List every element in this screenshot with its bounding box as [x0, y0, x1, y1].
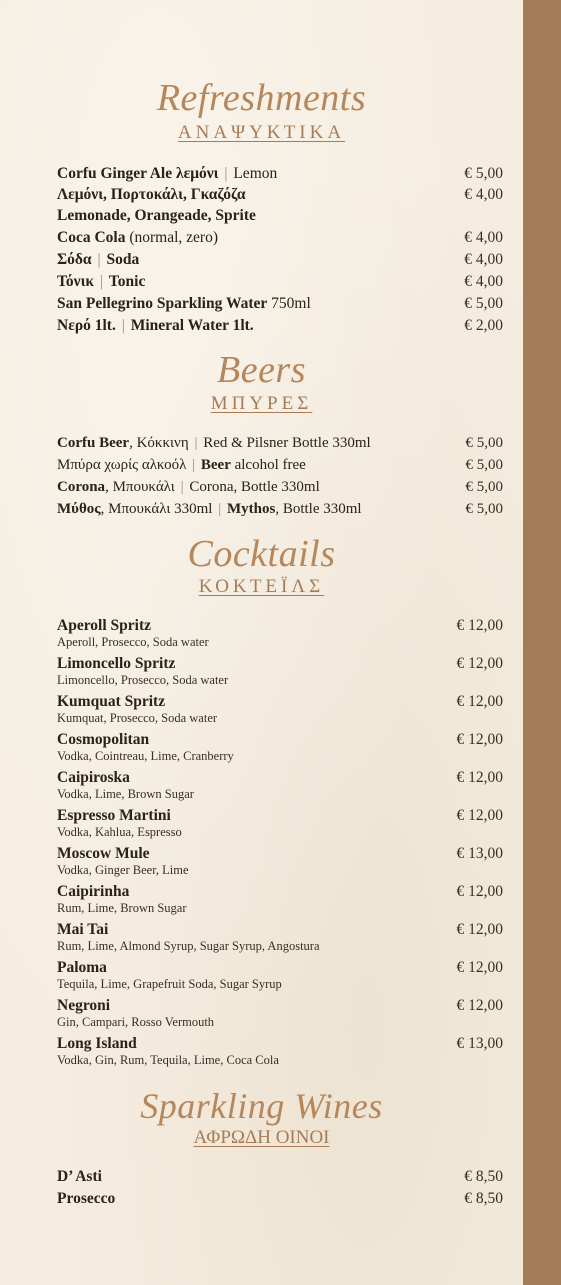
cocktail-item [57, 958, 503, 978]
cocktail-ingredients: Gin, Campari, Rosso Vermouth [57, 1015, 215, 1029]
cocktail-name: Paloma [57, 959, 107, 976]
cocktail-price: € 12,00 [456, 655, 503, 672]
cocktail-ingredients: Limoncello, Prosecco, Soda water [57, 673, 229, 687]
cocktail-item [57, 882, 503, 902]
cocktail-item [57, 996, 503, 1016]
list-item: Μύθος, Μπουκάλι 330ml | Mythos, Bottle 330ml € 5,00 [57, 501, 503, 517]
cocktail-name: Cosmopolitan [57, 731, 150, 748]
cocktail-name: Aperoll Spritz [57, 617, 151, 634]
cocktail-price: € 12,00 [456, 921, 503, 938]
cocktail-name: Moscow Mule [57, 845, 150, 862]
list-item: San Pellegrino Sparkling Water 750ml € 5,00 [57, 295, 503, 312]
list-item: Prosecco € 8,50 [57, 1190, 503, 1207]
cocktail-ingredients: Vodka, Cointreau, Lime, Cranberry [57, 749, 234, 763]
beers-title: Beers [216, 349, 307, 391]
list-item: Corona, Μπουκάλι | Corona, Bottle 330ml € 5,00 [57, 479, 503, 495]
cocktails-subtitle: ΚΟΚΤΕΪΛΣ [198, 576, 325, 597]
list-item: Νερό 1lt. | Mineral Water 1lt. € 2,00 [57, 317, 503, 334]
cocktail-item [57, 844, 503, 864]
cocktail-name: Caipirinha [57, 883, 130, 900]
refreshments-title: Refreshments [156, 77, 367, 119]
list-item: Corfu Ginger Ale λεμόνι | Lemon € 5,00 [57, 165, 503, 182]
list-item: Coca Cola (normal, zero) € 4,00 [57, 229, 503, 246]
cocktail-name: Caipiroska [57, 769, 130, 786]
cocktail-price: € 12,00 [456, 769, 503, 786]
list-item: Τόνικ | Tonic € 4,00 [57, 273, 503, 290]
cocktail-ingredients: Kumquat, Prosecco, Soda water [57, 711, 218, 725]
cocktail-ingredients: Rum, Lime, Almond Syrup, Sugar Syrup, Angostura [57, 939, 320, 953]
sparkling-title: Sparkling Wines [140, 1086, 383, 1126]
cocktail-item [57, 616, 503, 636]
cocktail-name: Kumquat Spritz [57, 693, 166, 710]
cocktail-item [57, 692, 503, 712]
cocktail-name: Mai Tai [57, 921, 109, 938]
list-item: Corfu Beer, Κόκκινη | Red & Pilsner Bottle 330ml € 5,00 [57, 435, 503, 451]
cocktail-price: € 12,00 [456, 883, 503, 900]
sidebar-strip [523, 0, 561, 1285]
list-item-line2: Lemonade, Orangeade, Sprite [57, 207, 256, 224]
cocktail-item [57, 768, 503, 788]
cocktail-item [57, 806, 503, 826]
cocktail-name: Limoncello Spritz [57, 655, 176, 672]
cocktail-item [57, 654, 503, 674]
cocktail-ingredients: Aperoll, Prosecco, Soda water [57, 635, 209, 649]
list-item: Μπύρα χωρίς αλκοόλ | Beer alcohol free € 5,00 [57, 457, 503, 473]
cocktail-name: Long Island [57, 1035, 137, 1052]
sparkling-subtitle: ΑΦΡΩΔΗ ΟΙΝΟΙ [193, 1127, 330, 1148]
cocktail-name: Negroni [57, 997, 111, 1014]
cocktail-price: € 12,00 [456, 731, 503, 748]
cocktail-ingredients: Vodka, Ginger Beer, Lime [57, 863, 189, 877]
cocktails-title: Cocktails [187, 533, 336, 575]
cocktail-price: € 12,00 [456, 693, 503, 710]
cocktail-item [57, 920, 503, 940]
refreshments-subtitle: ΑΝΑΨΥΚΤΙΚΑ [177, 122, 346, 143]
list-item: Σόδα | Soda € 4,00 [57, 251, 503, 268]
beers-subtitle: ΜΠΥΡΕΣ [210, 393, 313, 414]
cocktail-price: € 12,00 [456, 997, 503, 1014]
cocktail-price: € 12,00 [456, 617, 503, 634]
cocktail-name: Espresso Martini [57, 807, 171, 824]
cocktail-price: € 13,00 [456, 1035, 503, 1052]
cocktail-ingredients: Tequila, Lime, Grapefruit Soda, Sugar Syrup [57, 977, 282, 991]
cocktail-item [57, 730, 503, 750]
cocktail-ingredients: Vodka, Lime, Brown Sugar [57, 787, 194, 801]
cocktail-ingredients: Rum, Lime, Brown Sugar [57, 901, 187, 915]
cocktail-item [57, 1034, 503, 1054]
cocktail-price: € 13,00 [456, 845, 503, 862]
cocktail-price: € 12,00 [456, 959, 503, 976]
cocktail-ingredients: Vodka, Kahlua, Espresso [57, 825, 182, 839]
list-item: Λεμόνι, Πορτοκάλι, Γκαζόζα € 4,00 [57, 186, 503, 203]
cocktail-ingredients: Vodka, Gin, Rum, Tequila, Lime, Coca Cola [57, 1053, 279, 1067]
list-item: D’ Asti € 8,50 [57, 1168, 503, 1185]
cocktail-price: € 12,00 [456, 807, 503, 824]
